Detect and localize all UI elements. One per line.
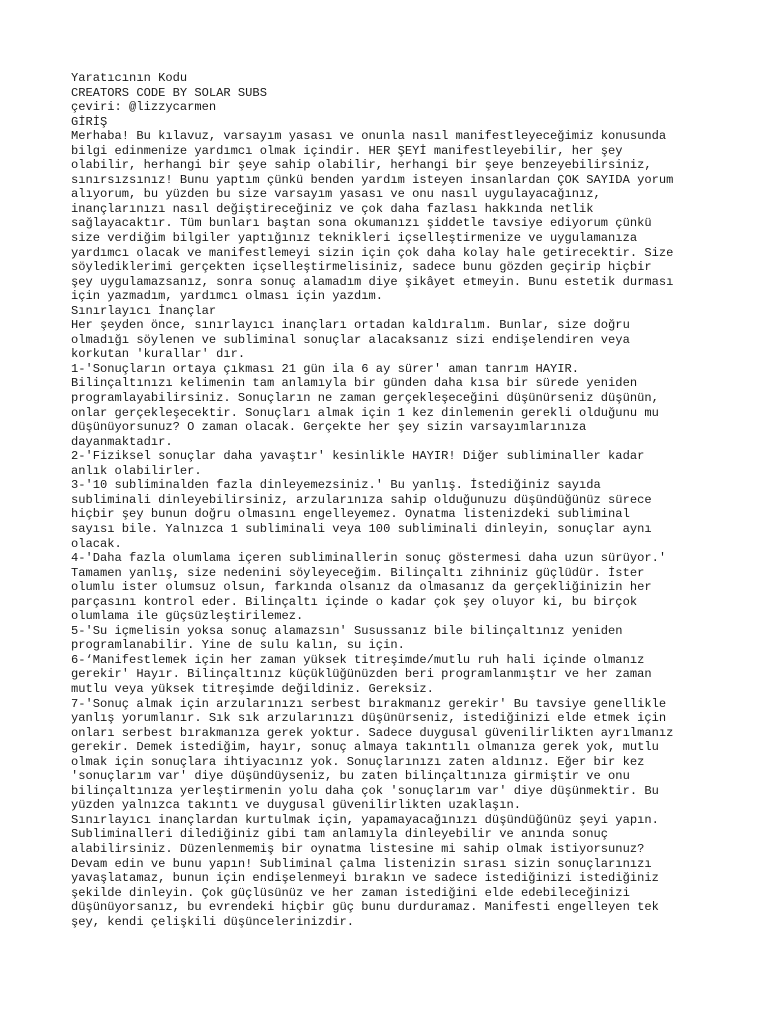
document-line: olmadığı söylenen ve subliminal sonuçlar alacaksanız sizi endişelendiren veya: [71, 332, 630, 347]
document-line: olmak için sonuçlara ihtiyacınız yok. Sonuçlarınızı zaten aldınız. Eğer bir kez: [71, 754, 645, 769]
document-line: bilgi edinmenize yardımcı olmak içindir. HER ŞEYİ manifestleyebilir, her şey: [71, 143, 623, 158]
document-line: düşünüyorsunuz? O zaman olacak. Gerçekte her şey sizin varsayımlarınıza: [71, 420, 587, 435]
document-line: 1-'Sonuçların ortaya çıkması 21 gün ila 6 ay sürer' aman tanrım HAYIR.: [71, 361, 580, 376]
document-line: sayısı bile. Yalnızca 1 subliminali veya 100 subliminali dinleyin, sonuçlar aynı: [71, 521, 652, 536]
document-line: 4-'Daha fazla olumlama içeren subliminallerin sonuç göstermesi daha uzun sürüyor.': [71, 551, 667, 566]
document-line: programlanabilir. Yine de sulu kalın, su için.: [71, 638, 405, 653]
document-line: korkutan 'kurallar' dır.: [71, 347, 246, 362]
document-line: anlık olabilirler.: [71, 463, 202, 478]
document-line: Sınırlayıcı İnançlar: [71, 303, 217, 318]
document-line: gerekir. Demek istediğim, hayır, sonuç almaya takıntılı olmanıza gerek yok, mutlu: [71, 740, 659, 755]
document-line: yavaşlatamaz, bunun için endişelenmeyi bırakın ve sadece istediğinizi istediğiniz: [71, 871, 659, 886]
document-line: şey uygulamazsanız, sonra sonuç alamadım diye şikâyet etmeyin. Bunu estetik durması: [71, 274, 674, 289]
document-page: [71, 71, 731, 929]
document-line: onları serbest bırakmanıza gerek yoktur. Sadece duygusal güvenilirlikten ayrılmanız: [71, 725, 674, 740]
document-line: şekilde dinleyin. Çok güçlüsünüz ve her zaman istediğini elde edebileceğinizi: [71, 885, 630, 900]
document-line: CREATORS CODE BY SOLAR SUBS: [71, 85, 267, 100]
document-line: 7-'Sonuç almak için arzularınızı serbest bırakmanız gerekir' Bu tavsiye genellikle: [71, 696, 667, 711]
document-line: olumlama ile güçsüzleştirilemez.: [71, 609, 304, 624]
document-line: olacak.: [71, 536, 122, 551]
document-line: 3-'10 subliminalden fazla dinleyemezsiniz.' Bu yanlış. İstediğiniz sayıda: [71, 478, 601, 493]
document-line: Tamamen yanlış, size nedenini söyleyeceğim. Bilinçaltı zihniniz güçlüdür. İster: [71, 565, 645, 580]
document-line: Bilinçaltınızı kelimenin tam anlamıyla bir günden daha kısa bir sürede yeniden: [71, 376, 638, 391]
document-line: Yaratıcının Kodu: [71, 71, 188, 85]
document-line: subliminali dinleyebilirsiniz, arzularınıza sahip olduğunuzu düşündüğünüz sürece: [71, 492, 652, 507]
document-line: Subliminalleri dilediğiniz gibi tam anlamıyla dinleyebilir ve anında sonuç: [71, 827, 609, 842]
document-line: bilinçaltınıza yerleştirmenin yolu daha çok 'sonuçlarım var' diye düşünmektir. Bu: [71, 783, 659, 798]
document-line: sağlayacaktır. Tüm bunları baştan sona okumanızı şiddetle tavsiye ediyorum çünkü: [71, 216, 652, 231]
document-line: yanlış yorumlanır. Sık sık arzularınızı düşünürseniz, istediğinizi elde etmek için: [71, 711, 667, 726]
document-line: düşünüyorsanız, bu evrendeki hiçbir güç bunu durduramaz. Manifesti engelleyen tek: [71, 900, 659, 915]
document-line: dayanmaktadır.: [71, 434, 173, 449]
document-line: olumlu ister olumsuz olsun, farkında olsanız da olmasanız da gerçekliğinizin her: [71, 580, 652, 595]
document-line: şey, kendi çelişkili düşüncelerinizdir.: [71, 914, 355, 929]
document-line: mutlu veya yüksek titreşimde değildiniz. Gereksiz.: [71, 681, 434, 696]
document-line: 2-'Fiziksel sonuçlar daha yavaştır' kesinlikle HAYIR! Diğer subliminaller kadar: [71, 449, 645, 464]
document-line: GİRİŞ: [71, 114, 108, 129]
document-line: hiçbir şey bunun doğru olmasını engelleyemez. Oynatma listenizdeki subliminal: [71, 507, 630, 522]
document-line: onlar gerçekleşecektir. Sonuçları almak için 1 kez dinlemenin gerekli olduğunu mu: [71, 405, 659, 420]
document-line: yardımcı olacak ve manifestlemeyi sizin için çok daha kolay hale getirecektir. Size: [71, 245, 674, 260]
document-line: alıyorum, bu yüzden bu size varsayım yasası ve onu nasıl uygulayacağınız,: [71, 187, 601, 202]
document-line: söylediklerimi gerçekten içselleştirmelisiniz, sadece bunu gözden geçirip hiçbir: [71, 260, 652, 275]
document-line: Sınırlayıcı inançlardan kurtulmak için, yapamayacağınızı düşündüğünüz şeyi yapın.: [71, 812, 659, 827]
document-line: alabilirsiniz. Düzenlenmemiş bir oynatma listesine mi sahip olmak istiyorsunuz?: [71, 841, 645, 856]
document-line: olabilir, herhangi bir şeye sahip olabilir, herhangi bir şeye benzeyebilirsiniz,: [71, 158, 652, 173]
document-line: programlayabilirsiniz. Sonuçların ne zaman gerçekleşeceğini düşünürseniz düşünün,: [71, 391, 659, 406]
document-line: Her şeyden önce, sınırlayıcı inançları ortadan kaldıralım. Bunlar, size doğru: [71, 318, 630, 333]
document-line: Devam edin ve bunu yapın! Subliminal çalma listenizin sırası sizin sonuçlarınızı: [71, 856, 652, 871]
document-line: yüzden yalnızca takıntı ve duygusal güvenilirlikten uzaklaşın.: [71, 798, 521, 813]
document-line: size verdiğim bilgiler yaptığınız teknikleri içselleştirmenize ve uygulamanıza: [71, 231, 638, 246]
document-line: inançlarınızı nasıl değiştireceğiniz ve çok daha fazlası hakkında netlik: [71, 201, 594, 216]
document-line: 6-‘Manifestlemek için her zaman yüksek titreşimde/mutlu ruh hali içinde olmanız: [71, 652, 645, 667]
document-line: 'sonuçlarım var' diye düşündüyseniz, bu zaten bilinçaltınıza girmiştir ve onu: [71, 769, 630, 784]
document-line: Merhaba! Bu kılavuz, varsayım yasası ve onunla nasıl manifestleyeceğimiz konusunda: [71, 129, 667, 144]
document-line: için yazmadım, yardımcı olması için yazdım.: [71, 289, 384, 304]
document-line: çeviri: @lizzycarmen: [71, 100, 217, 115]
document-line: gerekir' Hayır. Bilinçaltınız küçüklüğünüzden beri programlanmıştır ve her zaman: [71, 667, 652, 682]
document-line: sınırsızsınız! Bunu yaptım çünkü benden yardım isteyen insanlardan ÇOK SAYIDA yorum: [71, 172, 674, 187]
document-line: 5-'Su içmelisin yoksa sonuç alamazsın' Susussanız bile bilinçaltınız yeniden: [71, 623, 623, 638]
document-line: parçasını kontrol eder. Bilinçaltı içinde o kadar çok şey oluyor ki, bu birçok: [71, 594, 638, 609]
